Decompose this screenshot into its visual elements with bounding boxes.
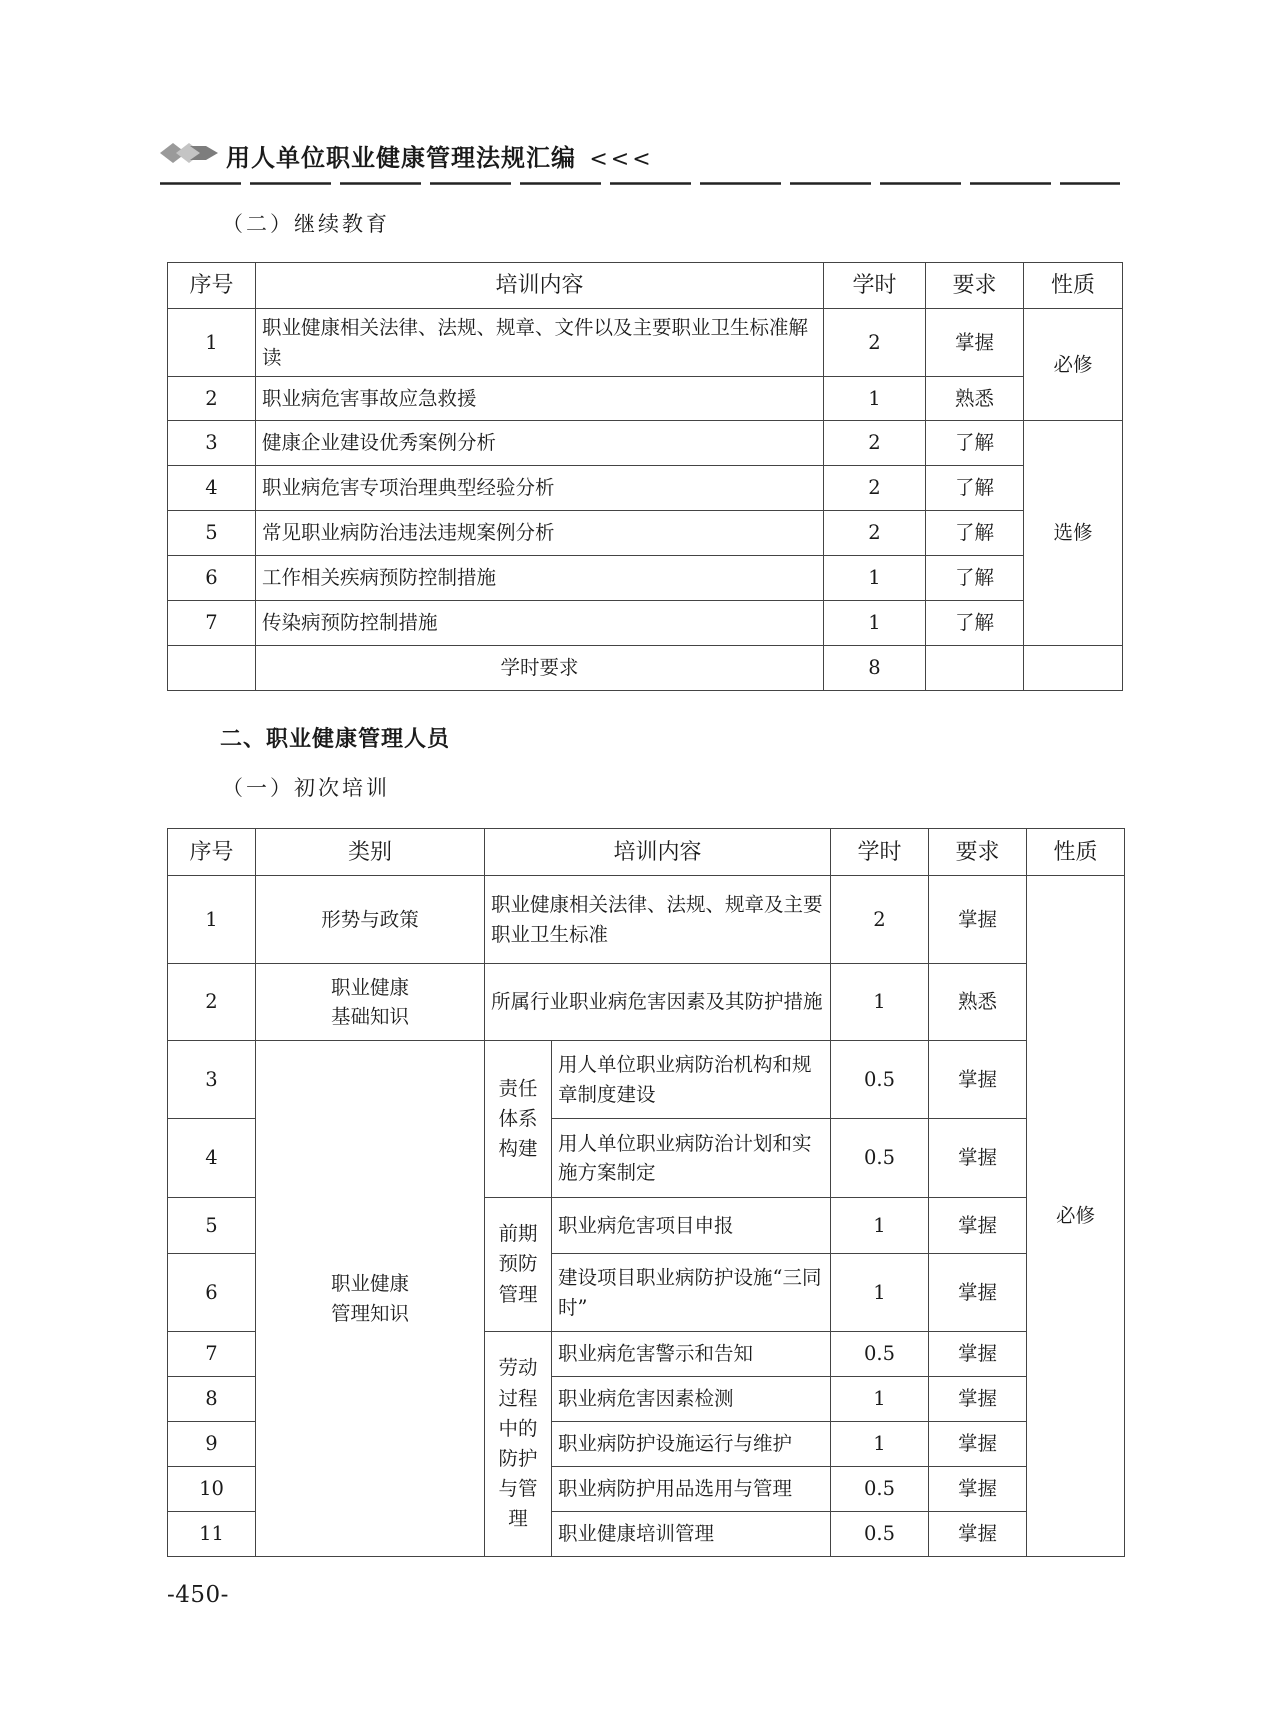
row-hours: 1 <box>831 1198 929 1254</box>
row-content: 职业病危害警示和告知 <box>552 1332 831 1377</box>
initial-training-heading: （一）初次培训 <box>222 776 390 800</box>
row-requirement: 掌握 <box>926 309 1024 377</box>
row-hours: 2 <box>824 309 926 377</box>
subcategory-line: 责任 <box>498 1076 538 1100</box>
total-nature-empty <box>1024 646 1123 691</box>
row-content: 工作相关疾病预防控制措施 <box>256 556 824 601</box>
row-requirement: 掌握 <box>929 1512 1027 1557</box>
row-hours: 2 <box>831 876 929 964</box>
category-cell <box>256 964 485 1041</box>
table-row <box>168 601 1123 646</box>
row-hours: 1 <box>824 556 926 601</box>
row-requirement: 熟悉 <box>926 377 1024 421</box>
row-hours: 0.5 <box>831 1041 929 1119</box>
row-hours: 1 <box>831 1254 929 1332</box>
row-content: 所属行业职业病危害因素及其防护措施 <box>485 964 831 1041</box>
table-row <box>168 876 1125 964</box>
row-no: 4 <box>168 1119 256 1198</box>
row-content: 职业病危害事故应急救援 <box>256 377 824 421</box>
row-hours: 0.5 <box>831 1119 929 1198</box>
row-content: 职业健康培训管理 <box>552 1512 831 1557</box>
initial-training-table <box>167 828 1125 1557</box>
row-no: 6 <box>168 1254 256 1332</box>
row-requirement: 了解 <box>926 511 1024 556</box>
row-content: 职业健康相关法律、法规、规章及主要职业卫生标准 <box>485 876 831 964</box>
col-header-requirement: 要求 <box>926 263 1024 309</box>
table-row <box>168 309 1123 377</box>
row-hours: 2 <box>824 466 926 511</box>
row-requirement: 掌握 <box>929 1467 1027 1512</box>
row-requirement: 掌握 <box>929 1198 1027 1254</box>
category-line: 职业健康 <box>330 975 409 999</box>
table-row <box>168 511 1123 556</box>
row-no: 9 <box>168 1422 256 1467</box>
row-no: 11 <box>168 1512 256 1557</box>
subcategory-line: 防护 <box>498 1447 538 1470</box>
row-hours: 1 <box>824 377 926 421</box>
col-header-no: 序号 <box>168 829 256 876</box>
table-row <box>168 1041 1125 1119</box>
nature-elective-cell: 选修 <box>1024 421 1123 646</box>
table-header-row <box>168 263 1123 309</box>
col-header-no: 序号 <box>168 263 256 309</box>
table-row <box>168 964 1125 1041</box>
continuing-education-heading: （二）继续教育 <box>222 212 390 236</box>
subcategory-line: 理 <box>508 1507 528 1531</box>
total-label: 学时要求 <box>256 646 824 691</box>
row-no: 10 <box>168 1467 256 1512</box>
row-no: 3 <box>168 421 256 466</box>
row-hours: 1 <box>831 964 929 1041</box>
row-hours: 0.5 <box>831 1467 929 1512</box>
nature-required-cell: 必修 <box>1027 876 1125 1557</box>
row-no: 1 <box>168 876 256 964</box>
row-no: 6 <box>168 556 256 601</box>
table-row <box>168 377 1123 421</box>
row-no: 5 <box>168 511 256 556</box>
nature-required-cell: 必修 <box>1024 309 1123 421</box>
row-no: 5 <box>168 1198 256 1254</box>
row-no: 7 <box>168 1332 256 1377</box>
continuing-education-table <box>167 262 1123 691</box>
table-row <box>168 556 1123 601</box>
col-header-hours: 学时 <box>831 829 929 876</box>
row-requirement: 掌握 <box>929 1119 1027 1198</box>
section-heading-managers: 二、职业健康管理人员 <box>220 727 451 752</box>
col-header-hours: 学时 <box>824 263 926 309</box>
row-no: 3 <box>168 1041 256 1119</box>
row-no: 2 <box>168 377 256 421</box>
row-hours: 1 <box>831 1422 929 1467</box>
category-line: 基础知识 <box>330 1005 409 1028</box>
running-header <box>160 138 1120 188</box>
row-content: 传染病预防控制措施 <box>256 601 824 646</box>
subcategory-line: 劳动 <box>498 1356 538 1380</box>
row-hours: 2 <box>824 421 926 466</box>
row-no: 8 <box>168 1377 256 1422</box>
row-requirement: 熟悉 <box>929 964 1027 1041</box>
subcategory-cell <box>485 1198 552 1332</box>
row-requirement: 掌握 <box>929 876 1027 964</box>
subcategory-line: 与管 <box>498 1477 538 1501</box>
row-hours: 1 <box>824 601 926 646</box>
title-arrows: <<< <box>589 147 654 172</box>
col-header-content: 培训内容 <box>485 829 831 876</box>
subcategory-line: 过程 <box>498 1386 538 1410</box>
category-line: 职业健康 <box>330 1272 409 1296</box>
row-content: 职业病防护用品选用与管理 <box>552 1467 831 1512</box>
row-no: 4 <box>168 466 256 511</box>
row-requirement: 掌握 <box>929 1332 1027 1377</box>
row-content: 职业病危害项目申报 <box>552 1198 831 1254</box>
total-no-empty <box>168 646 256 691</box>
row-requirement: 了解 <box>926 421 1024 466</box>
category-line: 管理知识 <box>330 1301 409 1325</box>
total-req-empty <box>926 646 1024 691</box>
row-requirement: 了解 <box>926 466 1024 511</box>
row-content: 健康企业建设优秀案例分析 <box>256 421 824 466</box>
category-cell: 形势与政策 <box>256 876 485 964</box>
category-cell <box>256 1041 485 1557</box>
subcategory-line: 前期 <box>498 1222 538 1246</box>
row-content: 职业病危害因素检测 <box>552 1377 831 1422</box>
table-header-row <box>168 829 1125 876</box>
row-no: 7 <box>168 601 256 646</box>
subcategory-line: 预防 <box>498 1252 538 1276</box>
double-diamond-logo-icon <box>160 140 218 166</box>
row-content: 用人单位职业病防治机构和规章制度建设 <box>552 1041 831 1119</box>
row-hours: 0.5 <box>831 1332 929 1377</box>
header-dashed-rule <box>160 182 1120 185</box>
row-content: 常见职业病防治违法违规案例分析 <box>256 511 824 556</box>
table-row <box>168 421 1123 466</box>
row-content: 用人单位职业病防治计划和实施方案制定 <box>552 1119 831 1198</box>
col-header-nature: 性质 <box>1027 829 1125 876</box>
col-header-nature: 性质 <box>1024 263 1123 309</box>
subcategory-line: 体系 <box>498 1106 538 1130</box>
table-row <box>168 466 1123 511</box>
row-hours: 0.5 <box>831 1512 929 1557</box>
col-header-content: 培训内容 <box>256 263 824 309</box>
row-content: 职业健康相关法律、法规、规章、文件以及主要职业卫生标准解读 <box>256 309 824 377</box>
total-row <box>168 646 1123 691</box>
col-header-category: 类别 <box>256 829 485 876</box>
row-content: 职业病防护设施运行与维护 <box>552 1422 831 1467</box>
page-number: -450- <box>167 1582 229 1608</box>
row-hours: 1 <box>831 1377 929 1422</box>
total-hours: 8 <box>824 646 926 691</box>
subcategory-line: 构建 <box>498 1137 538 1161</box>
subcategory-cell <box>485 1041 552 1198</box>
book-title <box>226 138 654 173</box>
row-requirement: 了解 <box>926 601 1024 646</box>
row-hours: 2 <box>824 511 926 556</box>
row-requirement: 掌握 <box>929 1254 1027 1332</box>
col-header-requirement: 要求 <box>929 829 1027 876</box>
subcategory-cell <box>485 1332 552 1557</box>
row-requirement: 了解 <box>926 556 1024 601</box>
row-content: 建设项目职业病防护设施“三同时” <box>552 1254 831 1332</box>
book-title-text: 用人单位职业健康管理法规汇编 <box>226 144 576 172</box>
row-requirement: 掌握 <box>929 1422 1027 1467</box>
row-no: 2 <box>168 964 256 1041</box>
row-requirement: 掌握 <box>929 1377 1027 1422</box>
subcategory-line: 中的 <box>498 1416 538 1440</box>
row-no: 1 <box>168 309 256 377</box>
row-content: 职业病危害专项治理典型经验分析 <box>256 466 824 511</box>
row-requirement: 掌握 <box>929 1041 1027 1119</box>
subcategory-line: 管理 <box>498 1282 538 1306</box>
